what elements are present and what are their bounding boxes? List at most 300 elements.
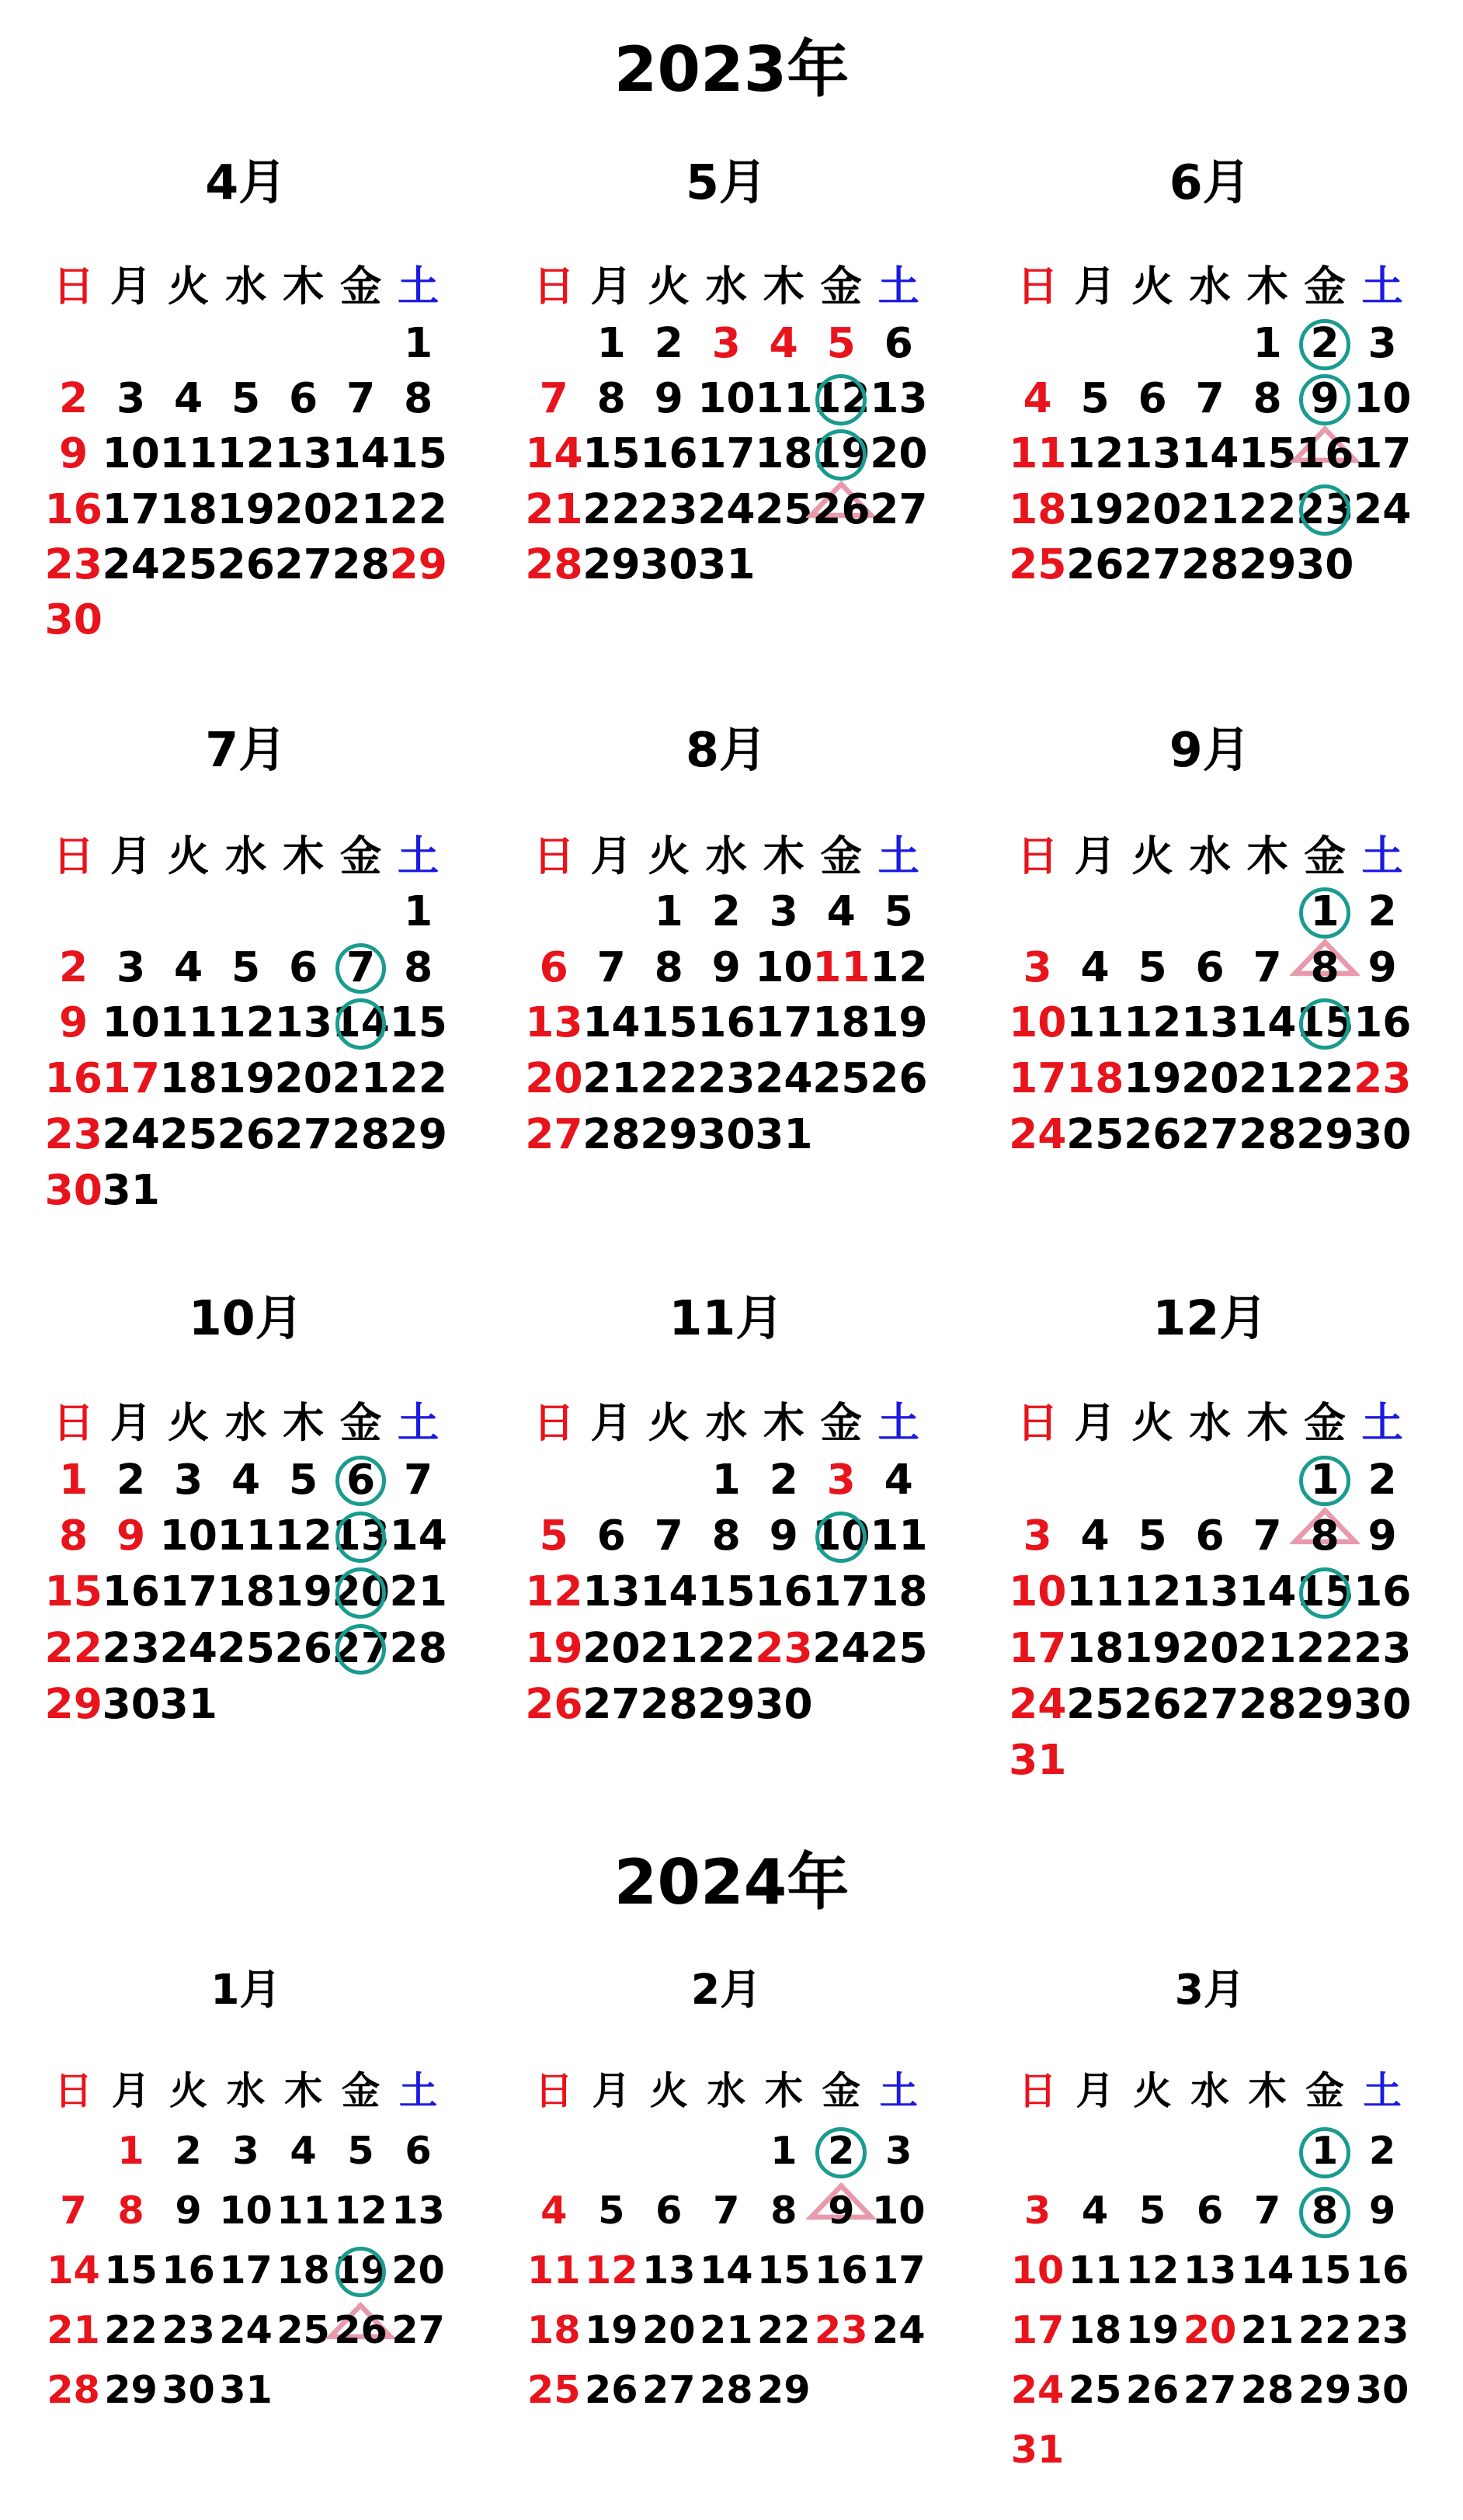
month-title: 6月: [1169, 154, 1251, 210]
day-number: 7: [346, 373, 376, 423]
day-number: 6: [405, 2128, 432, 2174]
day-number: 16: [102, 1567, 160, 1616]
day-number: 5: [1138, 2188, 1166, 2234]
day-number: 15: [1296, 1567, 1354, 1616]
day-number: 17: [159, 1567, 217, 1616]
day-number: 11: [1009, 429, 1067, 478]
day-number: 20: [1181, 1623, 1239, 1672]
day-number: 17: [1009, 1623, 1067, 1672]
weekday-header: 木: [283, 2068, 323, 2114]
day-number: 26: [1125, 2366, 1180, 2412]
day-number: 17: [102, 1053, 160, 1103]
month-title: 5月: [685, 154, 767, 210]
day-number: 19: [217, 1053, 275, 1103]
day-number: 28: [332, 1109, 390, 1158]
weekday-header: 火: [167, 831, 210, 880]
day-number: 19: [1124, 1053, 1182, 1103]
day-number: 20: [274, 1053, 332, 1103]
day-number: 4: [1080, 1511, 1110, 1560]
day-number: 17: [102, 484, 160, 533]
day-number: 3: [173, 1454, 203, 1504]
day-number: 8: [596, 373, 626, 423]
day-number: 11: [159, 429, 217, 478]
weekday-header: 土: [879, 2068, 918, 2114]
day-number: 10: [102, 429, 160, 478]
day-number: 9: [58, 998, 89, 1047]
day-number: 25: [1009, 539, 1067, 588]
day-number: 26: [525, 1679, 583, 1729]
weekday-header: 日: [52, 831, 95, 880]
weekday-header: 水: [226, 2068, 266, 2114]
day-number: 24: [697, 484, 756, 533]
day-number: 8: [1310, 1511, 1340, 1560]
day-number: 3: [232, 2128, 259, 2174]
day-number: 18: [159, 484, 217, 533]
year-title: 2023年: [613, 33, 850, 106]
day-number: 22: [44, 1623, 103, 1672]
weekday-header: 月: [109, 831, 152, 880]
day-number: 25: [1066, 1679, 1124, 1729]
weekday-header: 土: [1363, 2068, 1402, 2114]
day-number: 6: [288, 942, 318, 991]
day-number: 27: [870, 484, 928, 533]
day-number: 18: [1066, 1053, 1124, 1103]
day-number: 5: [347, 2128, 374, 2174]
day-number: 2: [58, 942, 89, 991]
day-number: 18: [1066, 1623, 1124, 1672]
day-number: 13: [1181, 998, 1239, 1047]
day-number: 19: [584, 2307, 638, 2352]
day-number: 21: [332, 1053, 390, 1103]
day-number: 8: [403, 942, 433, 991]
day-number: 7: [654, 1511, 683, 1560]
day-number: 6: [1138, 373, 1167, 423]
day-number: 1: [770, 2128, 798, 2174]
day-number: 2: [175, 2128, 202, 2174]
weekday-header: 土: [1361, 1397, 1403, 1447]
day-number: 29: [1296, 1109, 1354, 1158]
day-number: 15: [1298, 2247, 1352, 2293]
weekday-header: 土: [877, 831, 919, 880]
day-number: 14: [47, 2247, 100, 2293]
day-number: 24: [755, 1053, 813, 1103]
weekday-header: 水: [1189, 1397, 1231, 1447]
weekday-header: 木: [763, 262, 804, 311]
day-number: 10: [755, 942, 813, 991]
weekday-header: 火: [649, 2068, 688, 2114]
day-number: 15: [389, 429, 447, 478]
weekday-header: 月: [1076, 2068, 1114, 2114]
day-number: 5: [1138, 942, 1167, 991]
day-number: 17: [1009, 1053, 1067, 1103]
day-number: 16: [1354, 1567, 1412, 1616]
day-number: 10: [219, 2188, 273, 2234]
day-number: 21: [699, 2307, 753, 2352]
day-number: 14: [582, 998, 641, 1047]
day-number: 1: [117, 2128, 144, 2174]
day-number: 7: [403, 1454, 433, 1504]
day-number: 11: [276, 2188, 330, 2234]
day-number: 3: [769, 886, 798, 935]
day-number: 26: [812, 484, 871, 533]
day-number: 12: [584, 2247, 638, 2293]
day-number: 27: [1124, 539, 1182, 588]
year-title: 2024年: [613, 1846, 850, 1919]
day-number: 29: [582, 539, 641, 588]
day-number: 26: [870, 1053, 928, 1103]
day-number: 16: [640, 429, 698, 478]
day-number: 25: [1066, 1109, 1124, 1158]
weekday-header: 日: [1016, 1397, 1058, 1447]
weekday-header: 水: [705, 262, 747, 311]
day-number: 4: [1080, 942, 1110, 991]
weekday-header: 月: [1074, 1397, 1116, 1447]
day-number: 8: [711, 1511, 741, 1560]
day-number: 20: [525, 1053, 583, 1103]
day-number: 18: [217, 1567, 275, 1616]
weekday-header: 金: [1304, 262, 1346, 311]
day-number: 10: [1009, 1567, 1067, 1616]
day-number: 9: [1367, 1511, 1397, 1560]
day-number: 1: [1310, 886, 1340, 935]
day-number: 9: [654, 373, 683, 423]
day-number: 14: [332, 429, 390, 478]
weekday-header: 月: [590, 831, 632, 880]
day-number: 26: [584, 2366, 638, 2412]
day-number: 29: [389, 539, 447, 588]
day-number: 27: [1181, 1109, 1239, 1158]
day-number: 12: [525, 1567, 583, 1616]
day-number: 14: [389, 1511, 447, 1560]
month-title: 10月: [188, 1290, 304, 1347]
day-number: 11: [1066, 998, 1124, 1047]
day-number: 24: [102, 1109, 160, 1158]
day-number: 1: [596, 318, 626, 368]
day-number: 15: [104, 2247, 158, 2293]
day-number: 17: [1010, 2307, 1065, 2352]
day-number: 4: [1023, 373, 1052, 423]
day-number: 28: [1239, 1109, 1297, 1158]
month-calendar: [0, 0, 501, 2520]
day-number: 18: [1009, 484, 1067, 533]
day-number: 7: [1253, 942, 1282, 991]
day-number: 9: [175, 2188, 202, 2234]
weekday-header: 火: [648, 262, 690, 311]
day-number: 26: [1124, 1679, 1182, 1729]
weekday-header: 土: [397, 262, 440, 311]
day-number: 16: [44, 1053, 103, 1103]
day-number: 8: [403, 373, 433, 423]
day-number: 20: [1183, 2307, 1237, 2352]
day-number: 31: [159, 1679, 217, 1729]
month-title: 8月: [685, 722, 767, 779]
weekday-header: 日: [533, 262, 575, 311]
day-number: 4: [290, 2128, 317, 2174]
weekday-header: 木: [764, 2068, 803, 2114]
weekday-header: 木: [282, 1397, 325, 1447]
day-number: 10: [102, 998, 160, 1047]
day-number: 22: [1239, 484, 1297, 533]
month-calendar: [954, 0, 1463, 2520]
day-number: 30: [162, 2366, 215, 2412]
weekday-header: 日: [52, 1397, 95, 1447]
day-number: 6: [1196, 2188, 1224, 2234]
weekday-header: 金: [820, 1397, 862, 1447]
day-number: 5: [1138, 1511, 1167, 1560]
day-number: 26: [1066, 539, 1124, 588]
day-number: 29: [640, 1109, 698, 1158]
day-number: 23: [102, 1623, 160, 1672]
day-number: 13: [1183, 2247, 1237, 2293]
day-number: 14: [1239, 998, 1297, 1047]
day-number: 1: [403, 318, 433, 368]
day-number: 16: [1296, 429, 1354, 478]
weekday-header: 日: [1016, 831, 1058, 880]
day-number: 7: [1195, 373, 1225, 423]
weekday-header: 金: [1305, 2068, 1344, 2114]
weekday-header: 火: [1131, 831, 1173, 880]
day-number: 1: [1311, 2128, 1339, 2174]
weekday-header: 月: [111, 2068, 151, 2114]
day-number: 10: [697, 373, 756, 423]
day-number: 29: [1298, 2366, 1352, 2412]
day-number: 7: [1253, 2188, 1281, 2234]
day-number: 2: [1310, 318, 1340, 368]
day-number: 30: [1354, 1679, 1412, 1729]
day-number: 20: [1181, 1053, 1239, 1103]
day-number: 9: [116, 1511, 146, 1560]
day-number: 31: [102, 1165, 160, 1214]
day-number: 15: [640, 998, 698, 1047]
day-number: 31: [755, 1109, 813, 1158]
weekday-header: 月: [109, 1397, 152, 1447]
day-number: 26: [1124, 1109, 1182, 1158]
day-number: 15: [1239, 429, 1297, 478]
day-number: 20: [641, 2307, 696, 2352]
weekday-header: 金: [820, 262, 862, 311]
weekday-header: 金: [1304, 831, 1346, 880]
day-number: 23: [755, 1623, 813, 1672]
day-number: 27: [274, 539, 332, 588]
weekday-header: 木: [282, 262, 325, 311]
weekday-header: 水: [705, 1397, 747, 1447]
day-number: 12: [1124, 998, 1182, 1047]
day-number: 26: [334, 2307, 387, 2352]
day-number: 7: [60, 2188, 87, 2234]
weekday-header: 月: [592, 2068, 631, 2114]
day-number: 16: [162, 2247, 215, 2293]
day-number: 28: [640, 1679, 698, 1729]
day-number: 14: [1181, 429, 1239, 478]
day-number: 7: [1253, 1511, 1282, 1560]
weekday-header: 木: [763, 831, 804, 880]
day-number: 5: [884, 886, 913, 935]
day-number: 20: [274, 484, 332, 533]
day-number: 4: [540, 2188, 568, 2234]
day-number: 9: [711, 942, 741, 991]
day-number: 30: [697, 1109, 756, 1158]
day-number: 17: [812, 1567, 871, 1616]
day-number: 28: [1181, 539, 1239, 588]
day-number: 12: [870, 942, 928, 991]
weekday-header: 火: [167, 1397, 210, 1447]
month-title: 11月: [669, 1290, 784, 1347]
weekday-header: 火: [167, 262, 210, 311]
day-number: 10: [871, 2188, 926, 2234]
weekday-header: 水: [224, 831, 267, 880]
day-number: 26: [217, 1109, 275, 1158]
day-number: 8: [117, 2188, 144, 2234]
weekday-header: 日: [534, 2068, 573, 2114]
day-number: 17: [697, 429, 756, 478]
day-number: 14: [640, 1567, 698, 1616]
day-number: 19: [274, 1567, 332, 1616]
day-number: 22: [582, 484, 641, 533]
weekday-header: 水: [707, 2068, 745, 2114]
day-number: 6: [288, 373, 318, 423]
day-number: 9: [58, 429, 89, 478]
day-number: 10: [812, 1511, 871, 1560]
day-number: 16: [1355, 2247, 1409, 2293]
day-number: 25: [1068, 2366, 1122, 2412]
weekday-header: 火: [1133, 2068, 1172, 2114]
day-number: 23: [640, 484, 698, 533]
day-number: 6: [1195, 1511, 1225, 1560]
day-number: 7: [596, 942, 626, 991]
weekday-header: 月: [590, 262, 632, 311]
day-number: 10: [1010, 2247, 1065, 2293]
weekday-header: 水: [1190, 2068, 1229, 2114]
day-number: 15: [389, 998, 447, 1047]
day-number: 1: [58, 1454, 89, 1504]
day-number: 28: [525, 539, 583, 588]
month-title: 9月: [1169, 722, 1251, 779]
day-number: 29: [44, 1679, 103, 1729]
day-number: 8: [1311, 2188, 1339, 2234]
day-number: 6: [655, 2188, 683, 2234]
day-number: 8: [654, 942, 683, 991]
day-number: 10: [1009, 998, 1067, 1047]
day-number: 24: [1009, 1679, 1067, 1729]
day-number: 12: [1124, 1567, 1182, 1616]
day-number: 14: [1239, 1567, 1297, 1616]
day-number: 5: [288, 1454, 318, 1504]
day-number: 28: [1240, 2366, 1294, 2412]
day-number: 21: [1239, 1623, 1297, 1672]
day-number: 19: [870, 998, 928, 1047]
day-number: 11: [755, 373, 813, 423]
day-number: 15: [697, 1567, 756, 1616]
day-number: 19: [812, 429, 871, 478]
day-number: 9: [1368, 2188, 1396, 2234]
day-number: 10: [1354, 373, 1412, 423]
day-number: 5: [231, 373, 261, 423]
day-number: 24: [1009, 1109, 1067, 1158]
day-number: 27: [1183, 2366, 1237, 2412]
day-number: 2: [1368, 2128, 1396, 2174]
day-number: 3: [1023, 942, 1052, 991]
weekday-header: 火: [648, 831, 690, 880]
day-number: 29: [389, 1109, 447, 1158]
weekday-header: 木: [1248, 2068, 1287, 2114]
weekday-header: 火: [169, 2068, 208, 2114]
weekday-header: 火: [648, 1397, 690, 1447]
day-number: 16: [44, 484, 103, 533]
day-number: 1: [403, 886, 433, 935]
day-number: 31: [697, 539, 756, 588]
day-number: 26: [274, 1623, 332, 1672]
day-number: 7: [539, 373, 568, 423]
weekday-header: 金: [1304, 1397, 1346, 1447]
day-number: 9: [1310, 373, 1340, 423]
day-number: 22: [640, 1053, 698, 1103]
day-number: 6: [884, 318, 913, 368]
weekday-header: 木: [1246, 262, 1288, 311]
day-number: 5: [539, 1511, 568, 1560]
day-number: 3: [116, 942, 146, 991]
day-number: 11: [870, 1511, 928, 1560]
day-number: 2: [769, 1454, 798, 1504]
day-number: 25: [159, 1109, 217, 1158]
day-number: 5: [598, 2188, 625, 2234]
day-number: 22: [697, 1623, 756, 1672]
day-number: 4: [173, 942, 203, 991]
weekday-header: 日: [1018, 2068, 1057, 2114]
day-number: 13: [525, 998, 583, 1047]
day-number: 6: [346, 1454, 376, 1504]
day-number: 1: [1310, 1454, 1340, 1504]
day-number: 22: [104, 2307, 158, 2352]
day-number: 3: [1367, 318, 1397, 368]
weekday-header: 水: [224, 262, 267, 311]
day-number: 22: [756, 2307, 811, 2352]
day-number: 11: [159, 998, 217, 1047]
weekday-header: 水: [1189, 831, 1231, 880]
weekday-header: 水: [224, 1397, 267, 1447]
day-number: 3: [1023, 2188, 1051, 2234]
day-number: 12: [217, 429, 275, 478]
day-number: 23: [1354, 1053, 1412, 1103]
day-number: 18: [526, 2307, 581, 2352]
day-number: 13: [641, 2247, 696, 2293]
day-number: 2: [1367, 1454, 1397, 1504]
day-number: 31: [219, 2366, 273, 2412]
day-number: 21: [640, 1623, 698, 1672]
weekday-header: 日: [533, 1397, 575, 1447]
day-number: 21: [582, 1053, 641, 1103]
day-number: 25: [526, 2366, 581, 2412]
weekday-header: 土: [1361, 262, 1403, 311]
day-number: 29: [1296, 1679, 1354, 1729]
day-number: 17: [755, 998, 813, 1047]
day-number: 22: [389, 484, 447, 533]
day-number: 14: [525, 429, 583, 478]
weekday-header: 日: [533, 831, 575, 880]
day-number: 9: [1367, 942, 1397, 991]
day-number: 26: [217, 539, 275, 588]
weekday-header: 月: [109, 262, 152, 311]
weekday-header: 土: [877, 262, 919, 311]
weekday-header: 木: [282, 831, 325, 880]
day-number: 25: [217, 1623, 275, 1672]
day-number: 3: [885, 2128, 912, 2174]
day-number: 25: [276, 2307, 330, 2352]
day-number: 31: [1010, 2426, 1065, 2472]
day-number: 29: [1239, 539, 1297, 588]
day-number: 23: [697, 1053, 756, 1103]
day-number: 22: [1296, 1623, 1354, 1672]
day-number: 25: [870, 1623, 928, 1672]
